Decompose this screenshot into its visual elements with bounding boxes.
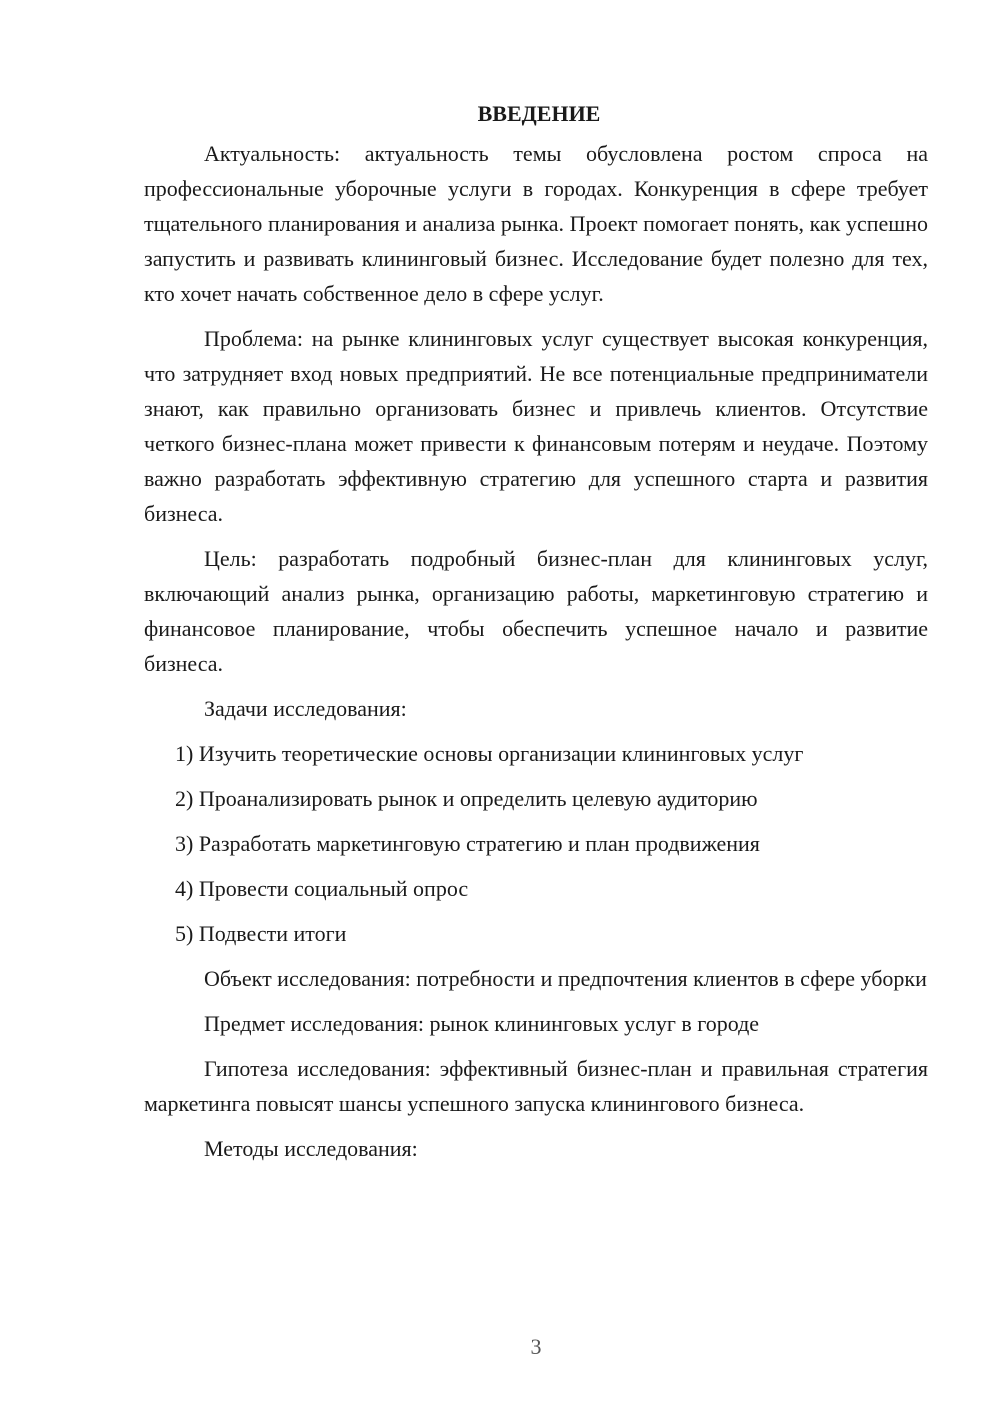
object-paragraph: Объект исследования: потребности и предпочтения клиентов в сфере уборки <box>204 966 927 991</box>
relevance-paragraph: Актуальность: актуальность темы обусловлена ростом спроса на профессиональные уборочные услуги в городах. Конкуренция в сфере требует тщательного планирования и анализа рынка. Проект помогает понять, как успешно запустить и развивать клининговый бизнес. Исследование будет полезно для тех, кто хочет начать собственное дело в сфере услуг. <box>144 141 928 306</box>
task-item-4: 4) Провести социальный опрос <box>175 876 469 901</box>
page-title: ВВЕДЕНИЕ <box>477 101 601 126</box>
subject-paragraph: Предмет исследования: рынок клининговых услуг в городе <box>204 1011 760 1036</box>
tasks-heading: Задачи исследования: <box>204 696 407 721</box>
goal-paragraph: Цель: разработать подробный бизнес-план для клининговых услуг, включающий анализ рынка, организацию работы, маркетинговую стратегию и финансовое планирование, чтобы обеспечить успешное начало и развитие бизнеса. <box>144 546 928 676</box>
page-number: 3 <box>530 1334 542 1359</box>
task-item-1: 1) Изучить теоретические основы организации клининговых услуг <box>175 741 804 766</box>
task-item-3: 3) Разработать маркетинговую стратегию и план продвижения <box>175 831 760 856</box>
task-item-5: 5) Подвести итоги <box>175 921 347 946</box>
hypothesis-paragraph: Гипотеза исследования: эффективный бизнес-план и правильная стратегия маркетинга повысят шансы успешного запуска клинингового бизнеса. <box>144 1056 928 1116</box>
problem-paragraph: Проблема: на рынке клининговых услуг существует высокая конкуренция, что затрудняет вход новых предприятий. Не все потенциальные предприниматели знают, как правильно организовать бизнес и привлечь клиентов. Отсутствие четкого бизнес-плана может привести к финансовым потерям и неудаче. Поэтому важно разработать эффективную стратегию для успешного старта и развития бизнеса. <box>144 326 928 526</box>
methods-heading: Методы исследования: <box>204 1136 418 1161</box>
task-item-2: 2) Проанализировать рынок и определить целевую аудиторию <box>175 786 758 811</box>
tasks-list <box>144 736 928 951</box>
